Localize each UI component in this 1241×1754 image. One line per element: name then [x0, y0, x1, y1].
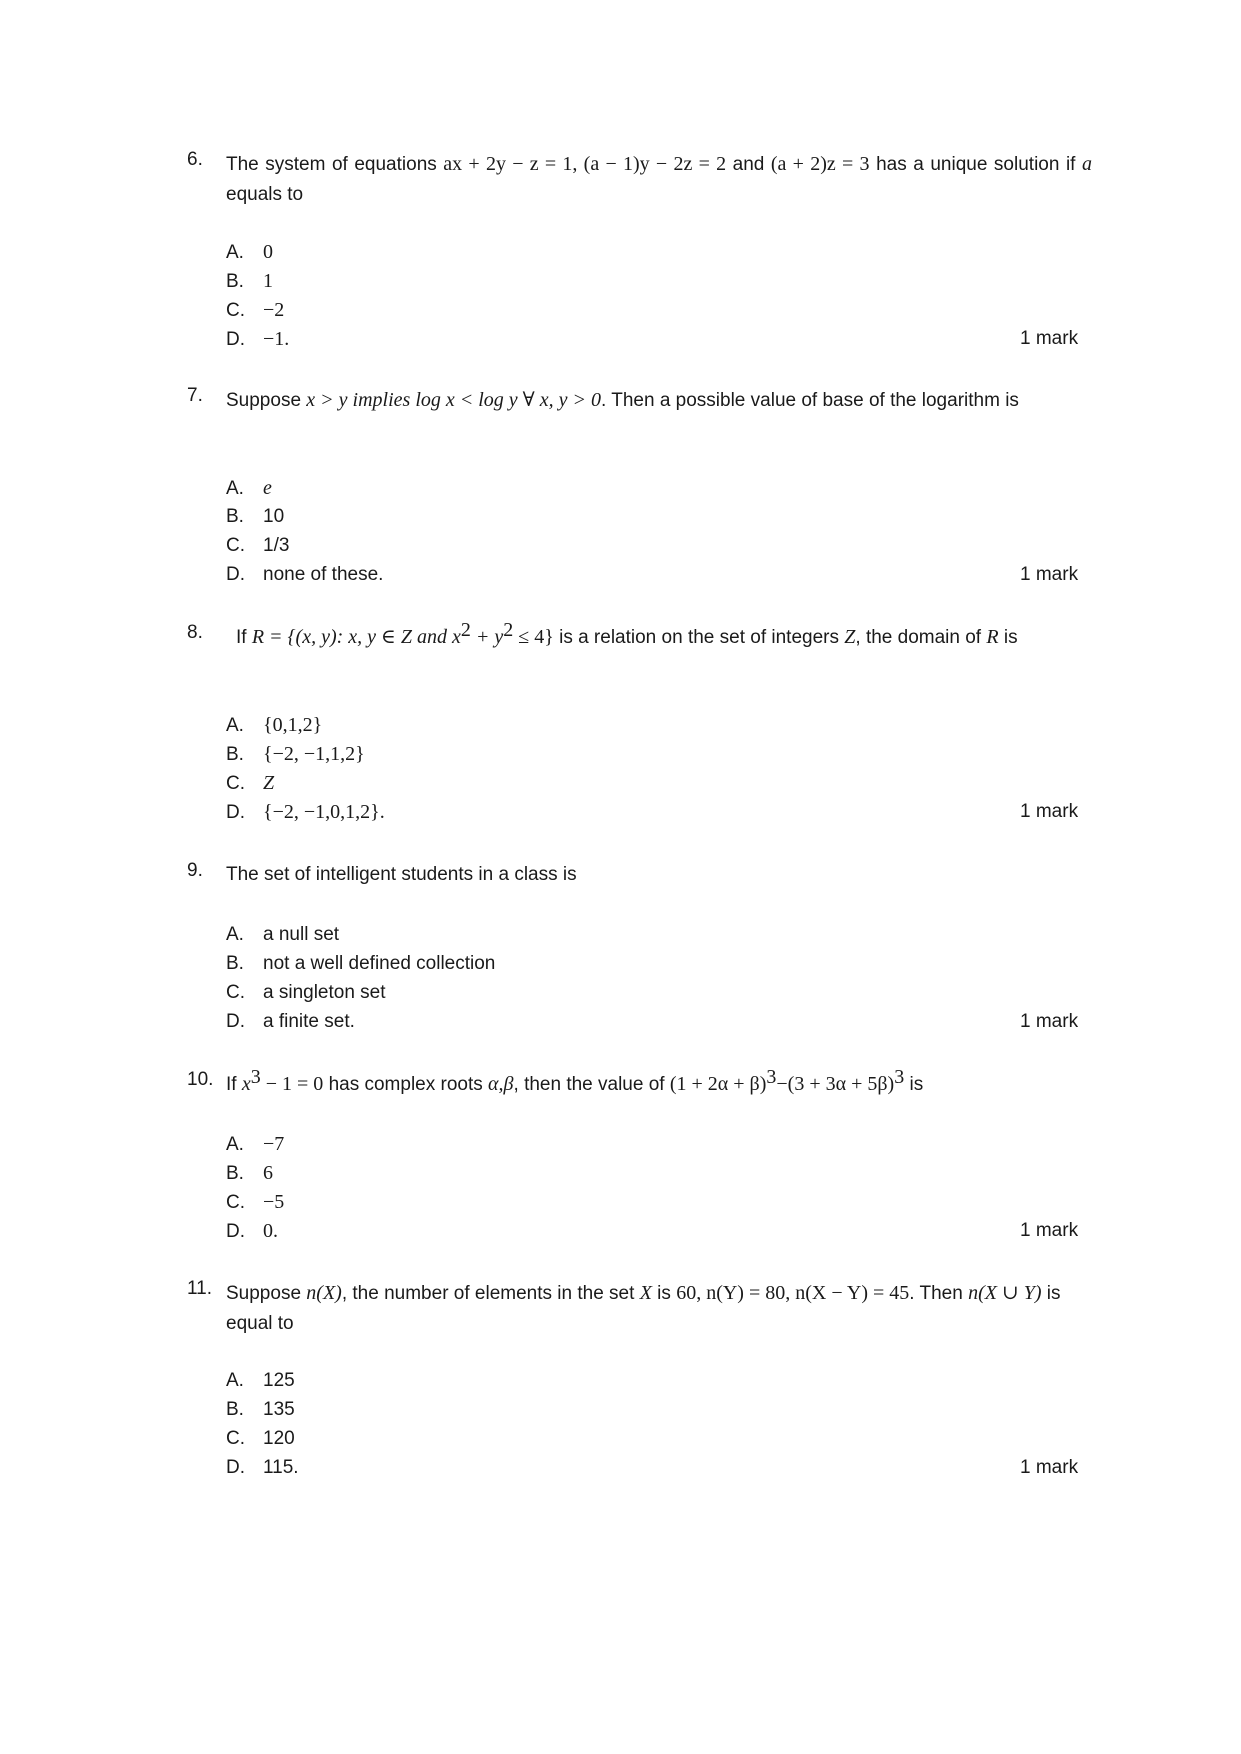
question-stem: If R = {(x, y): x, y ∈ Z and $x^2 + y^2 \le 4$} is a relation on the set of integers Z, the domain of R is	[236, 619, 1018, 648]
question-stem: The system of equations ax + 2y − z = 1, (a − 1)y − 2z = 2 and (a + 2)z = 3 has a unique solution if a equals to	[226, 153, 1092, 205]
option-b: B. 1	[226, 270, 273, 292]
option-c: C. 120	[226, 1428, 295, 1449]
option-b: B. 10	[226, 506, 285, 527]
option-b: B. 6	[226, 1162, 273, 1184]
option-b: B. {−2, −1,1,2}	[226, 743, 365, 765]
question-stem: Suppose n(X), the number of elements in the set X is 60, n(Y) = 80, n(X − Y) = 45. Then n(X ∪ Y) is equal to	[226, 1282, 1061, 1334]
mark-label: 1 mark	[1020, 1011, 1079, 1032]
mark-label: 1 mark	[1020, 801, 1079, 822]
option-d: D. 0.	[226, 1220, 278, 1242]
option-d: D. 115.	[226, 1457, 299, 1478]
mark-label: 1 mark	[1020, 564, 1079, 585]
option-a: A. −7	[226, 1133, 285, 1155]
question-number: 8.	[187, 622, 203, 643]
option-c: C. −5	[226, 1191, 285, 1213]
question-stem: The set of intelligent students in a class is	[226, 864, 577, 885]
option-a: A. 0	[226, 241, 273, 263]
question-stem: Suppose x > y implies log x < log y ∀ x, y > 0. Then a possible value of base of the logarithm is	[226, 389, 1019, 411]
question-number: 6.	[187, 149, 203, 170]
question-number: 9.	[187, 860, 203, 881]
mark-label: 1 mark	[1020, 1220, 1079, 1241]
option-d: D. {−2, −1,0,1,2}.	[226, 801, 385, 823]
question-number: 10.	[187, 1069, 214, 1090]
option-d: D. −1.	[226, 328, 290, 350]
option-a: A. {0,1,2}	[226, 714, 323, 736]
option-b: B. not a well defined collection	[226, 953, 496, 974]
option-c: C. 1/3	[226, 535, 290, 556]
option-a: A. a null set	[226, 924, 340, 945]
option-d: D. none of these.	[226, 564, 384, 585]
question-number: 11.	[187, 1278, 213, 1299]
question-stem: If $x^3 - 1 = 0$ has complex roots α,β, then the value of $(1 + 2\alpha + \beta)^3-(3 + 3\alpha + 5\beta)^3$ is	[226, 1066, 924, 1095]
option-d: D. a finite set.	[226, 1011, 355, 1032]
option-c: C. Z	[226, 772, 275, 794]
option-c: C. −2	[226, 299, 285, 321]
option-a: A. e	[226, 477, 272, 499]
option-a: A. 125	[226, 1370, 295, 1391]
mark-label: 1 mark	[1020, 1457, 1079, 1478]
question-number: 7.	[187, 385, 203, 406]
mark-label: 1 mark	[1020, 328, 1079, 349]
option-c: C. a singleton set	[226, 982, 386, 1003]
option-b: B. 135	[226, 1399, 295, 1420]
